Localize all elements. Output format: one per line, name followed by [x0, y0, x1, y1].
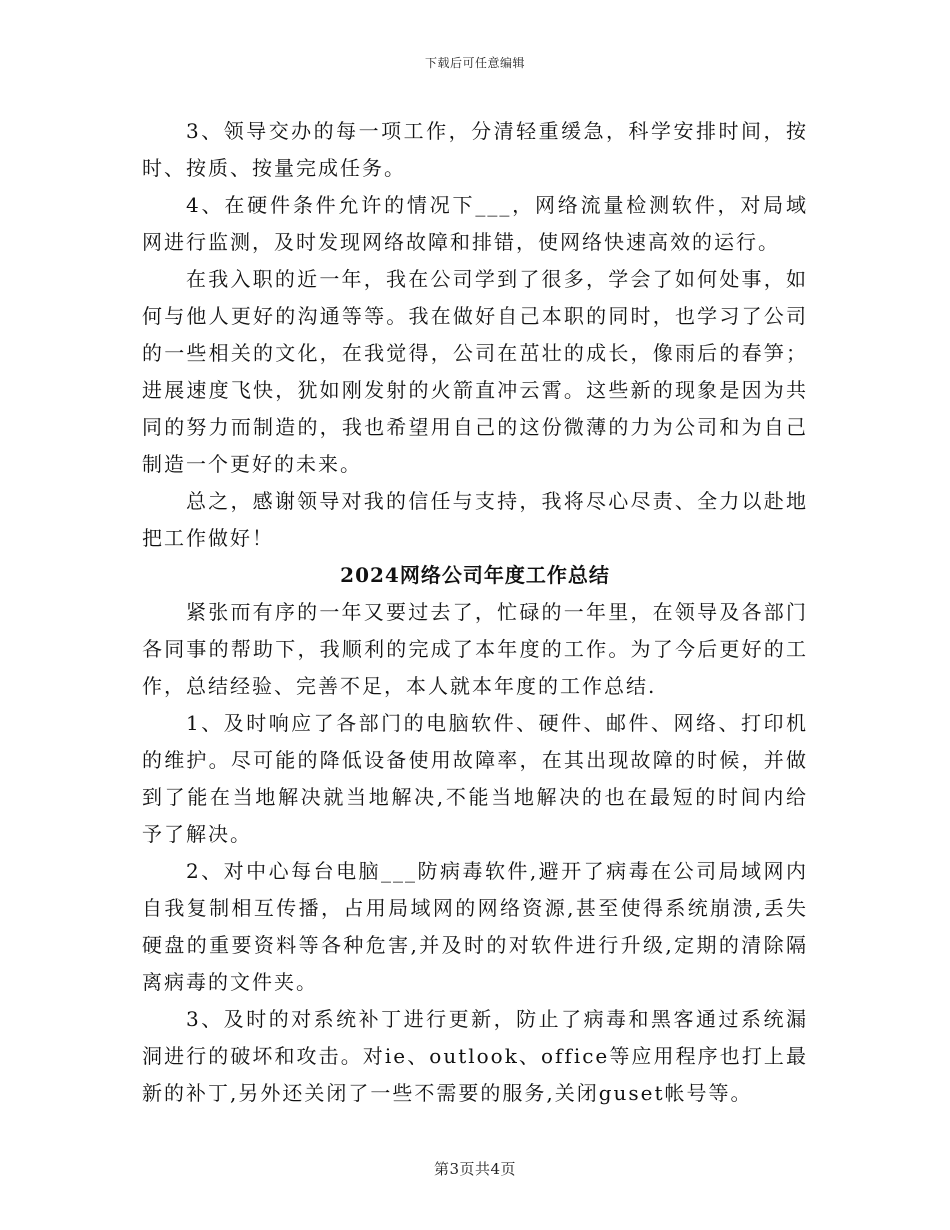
- document-body: [142, 113, 808, 1112]
- page-footer: 第3页共4页: [433, 1160, 517, 1178]
- paragraph: 在我入职的近一年，我在公司学到了很多，学会了如何处事，如何与他人更好的沟通等等。我在做好自己本职的同时，也学习了公司的一些相关的文化，在我觉得，公司在茁壮的成长，像雨后的春笋；进展速度飞快，犹如刚发射的火箭直冲云霄。这些新的现象是因为共同的努力而制造的，我也希望用自己的这份微薄的力为公司和为自己制造一个更好的未来。: [142, 267, 808, 476]
- paragraph: 紧张而有序的一年又要过去了，忙碌的一年里，在领导及各部门各同事的帮助下，我顺利的完成了本年度的工作。为了今后更好的工作，总结经验、完善不足，本人就本年度的工作总结.: [142, 600, 808, 698]
- page-header: 下载后可任意编辑: [424, 56, 525, 70]
- paragraph: 1、及时响应了各部门的电脑软件、硬件、邮件、网络、打印机的维护。尽可能的降低设备使用故障率，在其出现故障的时候，并做到了能在当地解决就当地解决,不能当地解决的也在最短的时间内给予了解决。: [142, 711, 808, 846]
- paragraph: 3、及时的对系统补丁进行更新，防止了病毒和黑客通过系统漏洞进行的破坏和攻击。对ie、outlook、office等应用程序也打上最新的补丁,另外还关闭了一些不需要的服务,关闭guset帐号等。: [142, 1007, 808, 1105]
- paragraph: 总之，感谢领导对我的信任与支持，我将尽心尽责、全力以赴地把工作做好！: [142, 489, 808, 550]
- paragraph: 3、领导交办的每一项工作，分清轻重缓急，科学安排时间，按时、按质、按量完成任务。: [142, 119, 808, 180]
- section-title: 2024网络公司年度工作总结: [340, 563, 610, 587]
- paragraph: 2、对中心每台电脑___防病毒软件,避开了病毒在公司局域网内自我复制相互传播，占用局域网的网络资源,甚至使得系统崩溃,丢失硬盘的重要资料等各种危害,并及时的对软件进行升级,定期的清除隔离病毒的文件夹。: [142, 859, 808, 994]
- paragraph: 4、在硬件条件允许的情况下___，网络流量检测软件，对局域网进行监测，及时发现网络故障和排错，使网络快速高效的运行。: [142, 193, 808, 254]
